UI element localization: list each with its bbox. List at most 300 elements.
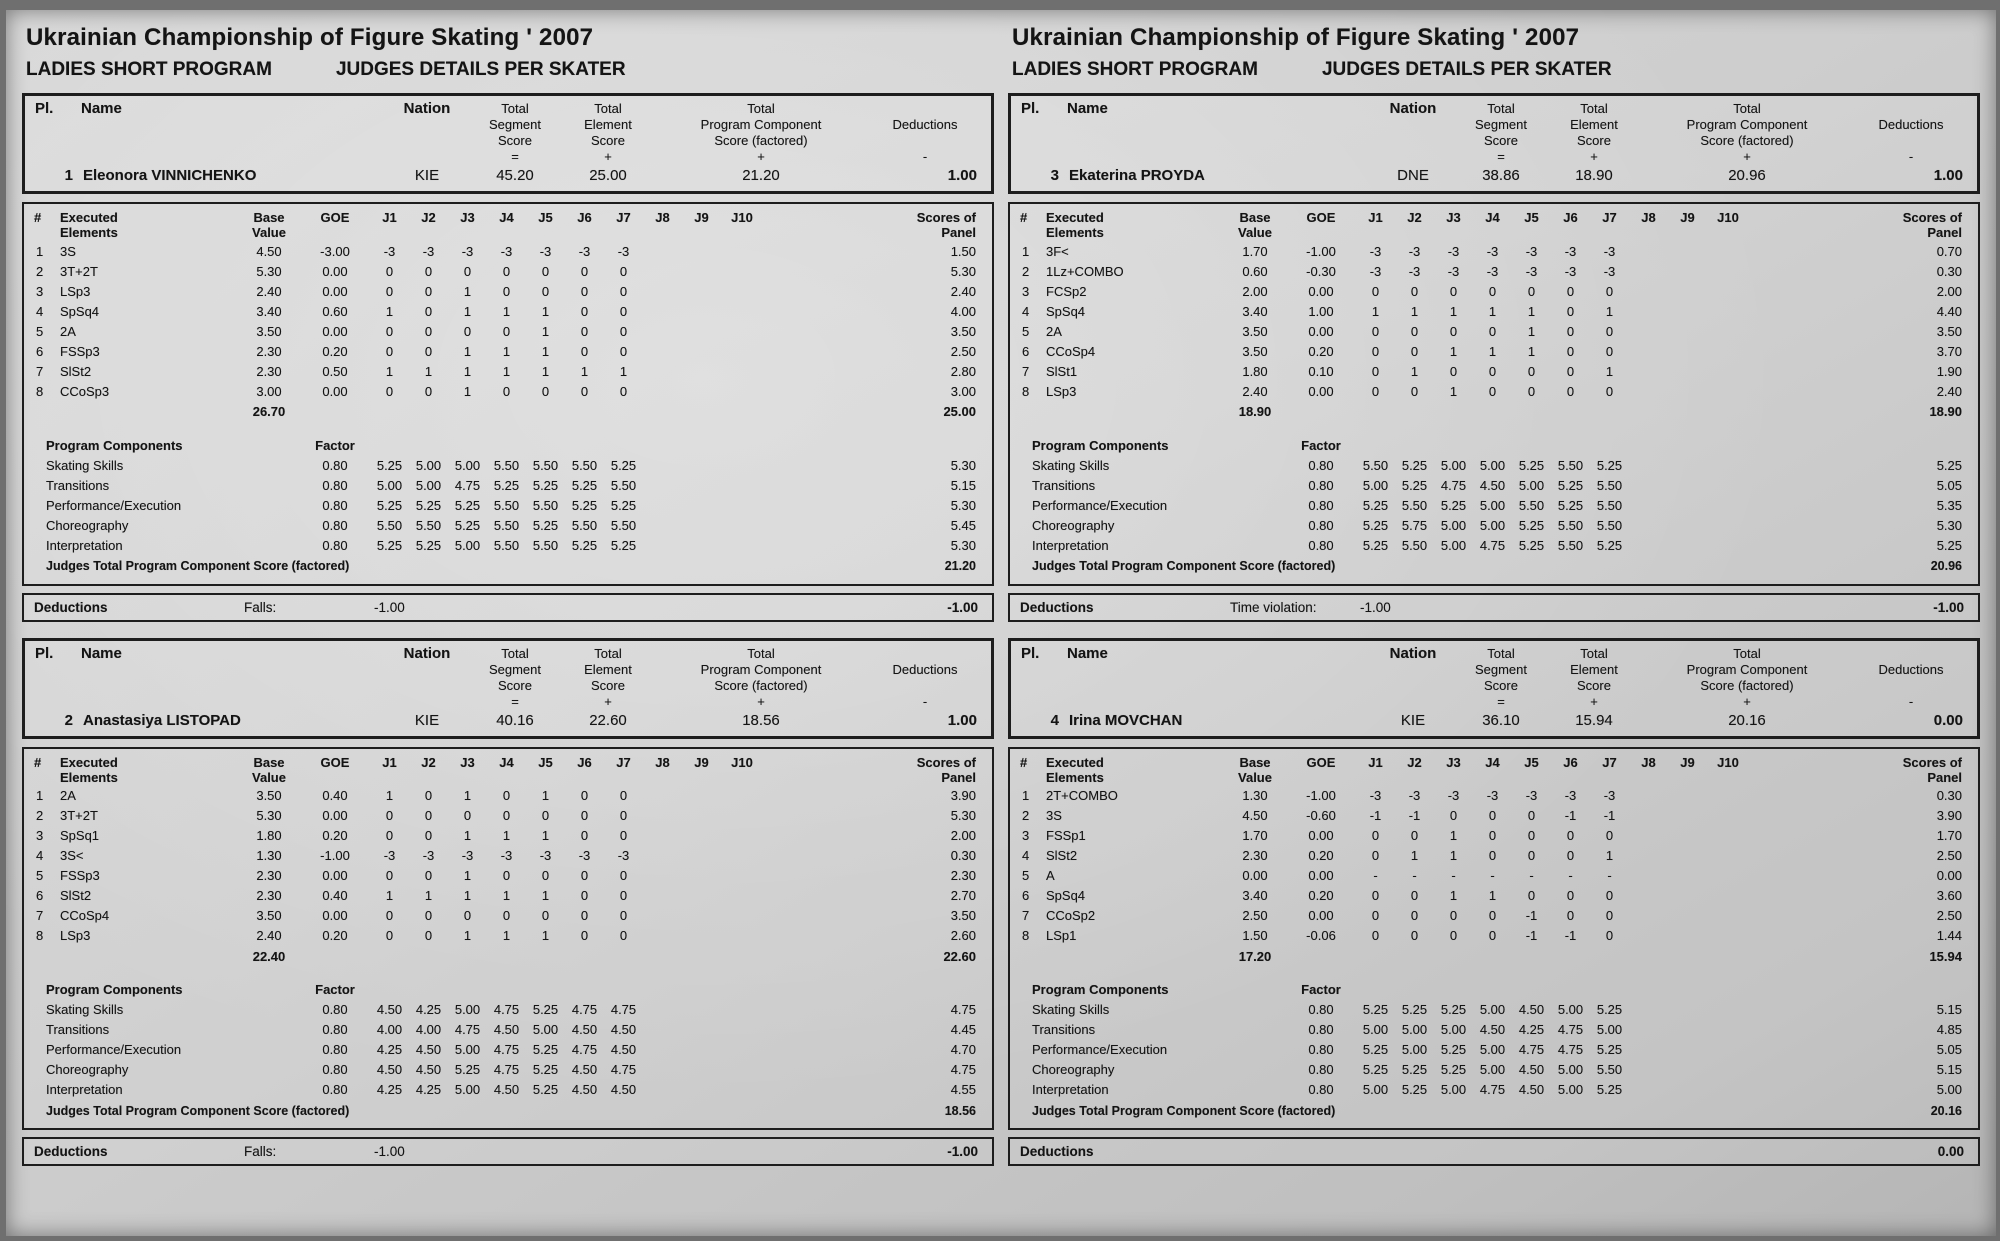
judge-score-j10 xyxy=(1707,281,1749,301)
component-row xyxy=(1020,475,1968,495)
judge-score-j6: 4.75 xyxy=(1557,1022,1584,1037)
total-component-score: 21.20 xyxy=(742,167,780,184)
judge-score-j9 xyxy=(682,321,721,341)
header-left xyxy=(22,24,994,81)
judge-score-j9 xyxy=(1668,321,1707,341)
component-factor: 0.80 xyxy=(322,457,348,473)
element-goe: 0.20 xyxy=(1308,343,1334,359)
judge-score-j5: 5.25 xyxy=(532,1042,559,1057)
judge-score-j1: 0 xyxy=(1371,908,1380,923)
col-header-deductions: Deductions - xyxy=(892,117,958,164)
component-row xyxy=(1020,1020,1968,1040)
judge-score-j2: 0 xyxy=(424,868,433,883)
elements-header-row xyxy=(34,209,982,241)
score-summary-box xyxy=(22,93,994,194)
element-base-value: 2.30 xyxy=(256,363,282,379)
element-base-value: 1.30 xyxy=(1242,788,1268,803)
element-goe: 0.00 xyxy=(322,908,348,923)
total-component-score: 20.16 xyxy=(1728,711,1766,729)
judge-score-j9 xyxy=(682,515,721,535)
element-number: 3 xyxy=(36,283,44,299)
deductions-value: 0.00 xyxy=(1933,711,1963,729)
judge-score-j1: 0 xyxy=(1371,848,1380,863)
elements-table xyxy=(34,754,982,1121)
judge-score-j7: 4.50 xyxy=(610,1042,637,1057)
element-panel-score: 2.40 xyxy=(950,283,976,299)
col-header-place: Pl. xyxy=(35,644,54,662)
judge-score-j6: 5.50 xyxy=(1557,457,1584,473)
judge-score-j4: 0 xyxy=(1488,323,1497,339)
component-row xyxy=(34,1080,982,1100)
element-goe: 0.00 xyxy=(1308,868,1334,883)
judge-score-j7: 5.50 xyxy=(1596,477,1623,493)
element-name: 2A xyxy=(1046,323,1062,339)
judge-score-j9 xyxy=(682,455,721,475)
element-number: 6 xyxy=(36,343,44,359)
judge-score-j4: -3 xyxy=(500,848,513,863)
judge-score-j8 xyxy=(1629,1000,1668,1020)
judge-score-j2: 0 xyxy=(1410,828,1419,843)
judge-score-j8 xyxy=(1629,1060,1668,1080)
judge-score-j2: 0 xyxy=(1410,283,1419,299)
total-segment-score: 36.10 xyxy=(1482,711,1520,729)
judge-score-j7: 5.00 xyxy=(1596,1022,1623,1037)
judge-score-j10 xyxy=(1707,241,1749,261)
judge-score-j7: 0 xyxy=(1605,908,1614,923)
component-factor: 0.80 xyxy=(322,1022,348,1037)
judge-score-j10 xyxy=(1707,1040,1749,1060)
judge-score-j7: 5.50 xyxy=(610,517,637,533)
judge-score-j2: 5.25 xyxy=(415,537,442,553)
judge-score-j8 xyxy=(643,1000,682,1020)
judge-score-j9 xyxy=(1668,241,1707,261)
judge-score-j6: 4.50 xyxy=(571,1062,598,1077)
components-header-row xyxy=(34,436,982,456)
col-header-deductions: Deductions - xyxy=(1878,117,1944,164)
element-base-value: 5.30 xyxy=(256,263,282,279)
element-row xyxy=(34,806,982,826)
judge-score-j10 xyxy=(721,281,763,301)
element-panel-score: 5.30 xyxy=(950,263,976,279)
judge-score-j4: 0 xyxy=(1488,363,1497,379)
judge-score-j9 xyxy=(682,826,721,846)
element-name: CCoSp4 xyxy=(1046,343,1096,359)
judge-score-j7: -3 xyxy=(1603,243,1616,259)
col-header-base-value: Base Value xyxy=(1238,754,1272,785)
component-panel-score: 5.15 xyxy=(1936,1062,1962,1077)
component-row xyxy=(1020,1000,1968,1020)
element-row xyxy=(1020,381,1968,401)
judge-score-j6: 4.50 xyxy=(571,1082,598,1097)
judge-score-j1: 4.25 xyxy=(376,1042,403,1057)
element-base-value: 3.50 xyxy=(256,908,282,923)
judge-score-j7: 0 xyxy=(1605,323,1614,339)
judge-score-j3: 5.00 xyxy=(454,1042,481,1057)
element-panel-score: 0.30 xyxy=(1936,263,1962,279)
element-goe: 0.00 xyxy=(322,263,348,279)
judge-score-j3: -3 xyxy=(461,243,474,259)
col-header-j6: J6 xyxy=(1563,210,1578,225)
element-goe: -3.00 xyxy=(320,243,350,259)
element-goe: 0.00 xyxy=(1308,828,1334,843)
judge-score-j10 xyxy=(1707,786,1749,806)
component-factor: 0.80 xyxy=(322,1002,348,1017)
element-base-value: 2.30 xyxy=(1242,848,1268,863)
component-panel-score: 5.25 xyxy=(1936,537,1962,553)
judge-score-j6: 0 xyxy=(580,928,589,943)
judge-score-j9 xyxy=(1668,846,1707,866)
judge-score-j7: 0 xyxy=(619,888,628,903)
judge-score-j2: 1 xyxy=(424,888,433,903)
judge-score-j3: 5.25 xyxy=(1440,1002,1467,1017)
judge-score-j9 xyxy=(1668,866,1707,886)
element-base-value: 2.30 xyxy=(256,888,282,903)
deduction-detail-label: Time violation: xyxy=(1230,599,1317,615)
judge-score-j10 xyxy=(721,786,763,806)
score-summary-box xyxy=(22,638,994,739)
judge-score-j2: 4.50 xyxy=(415,1062,442,1077)
component-panel-score: 4.70 xyxy=(950,1042,976,1057)
judge-score-j4: 5.00 xyxy=(1479,457,1506,473)
element-name: SlSt2 xyxy=(60,363,92,379)
judge-score-j4: 5.50 xyxy=(493,537,520,553)
element-row xyxy=(1020,846,1968,866)
skater-place: 2 xyxy=(64,711,73,729)
col-header-goe: GOE xyxy=(320,754,350,770)
col-header-j5: J5 xyxy=(538,754,553,770)
judge-score-j8 xyxy=(643,321,682,341)
element-name: 3S xyxy=(60,243,76,259)
judge-score-j10 xyxy=(721,826,763,846)
component-name: Choreography xyxy=(46,517,129,533)
col-header-goe: GOE xyxy=(320,210,350,225)
judge-score-j6: 0 xyxy=(580,868,589,883)
judge-score-j1: 4.50 xyxy=(376,1062,403,1077)
element-base-value: 2.00 xyxy=(1242,283,1268,299)
deductions-value: 1.00 xyxy=(947,711,977,729)
judge-score-j8 xyxy=(1629,826,1668,846)
element-row xyxy=(34,261,982,281)
element-row xyxy=(34,866,982,886)
judge-score-j6: 5.50 xyxy=(571,457,598,473)
judge-score-j4: 0 xyxy=(502,263,511,279)
element-row xyxy=(34,886,982,906)
judge-score-j6: 0 xyxy=(580,828,589,843)
component-factor: 0.80 xyxy=(322,517,348,533)
judge-score-j3: 5.00 xyxy=(454,1082,481,1097)
judge-score-j5: 5.25 xyxy=(532,1002,559,1017)
element-goe: 0.00 xyxy=(322,323,348,339)
judge-score-j3: 1 xyxy=(463,303,472,319)
component-factor: 0.80 xyxy=(1308,517,1334,533)
element-goe: 0.00 xyxy=(322,868,348,883)
page-header xyxy=(22,24,1980,81)
col-header-j7: J7 xyxy=(1602,754,1617,770)
element-name: 2A xyxy=(60,788,76,803)
component-panel-score: 5.00 xyxy=(1936,1082,1962,1097)
component-row xyxy=(1020,535,1968,555)
components-header-row xyxy=(1020,436,1968,456)
judge-score-j10 xyxy=(721,1020,763,1040)
element-panel-score: 3.90 xyxy=(950,788,976,803)
judge-score-j6: 4.75 xyxy=(1557,1042,1584,1057)
col-header-place: Pl. xyxy=(1021,100,1040,117)
judge-score-j7: 1 xyxy=(1605,363,1614,379)
judge-score-j4: 1 xyxy=(1488,343,1497,359)
judge-score-j7: -3 xyxy=(617,848,630,863)
element-name: SpSq4 xyxy=(1046,303,1086,319)
judge-score-j3: 5.00 xyxy=(1440,537,1467,553)
judge-score-j2: 5.50 xyxy=(1401,537,1428,553)
factor-label: Factor xyxy=(1301,982,1341,997)
judge-score-j7: 1 xyxy=(1605,848,1614,863)
component-name: Choreography xyxy=(1032,517,1115,533)
element-row xyxy=(1020,261,1968,281)
col-header-goe: GOE xyxy=(1306,210,1336,225)
judge-score-j7: 0 xyxy=(619,808,628,823)
judge-score-j10 xyxy=(721,475,763,495)
element-panel-score: 2.70 xyxy=(950,888,976,903)
element-row xyxy=(1020,886,1968,906)
element-base-value: 2.30 xyxy=(256,868,282,883)
element-name: LSp3 xyxy=(60,928,91,943)
judge-score-j9 xyxy=(1668,926,1707,946)
judge-score-j7: 5.25 xyxy=(1596,1082,1623,1097)
judge-score-j6: 0 xyxy=(1566,363,1575,379)
judge-score-j1: 5.00 xyxy=(1362,477,1389,493)
col-header-j7: J7 xyxy=(616,754,631,770)
element-row xyxy=(34,906,982,926)
judge-score-j9 xyxy=(1668,1040,1707,1060)
judge-score-j2: 5.00 xyxy=(1401,1022,1428,1037)
element-number: 2 xyxy=(1022,808,1030,823)
component-name: Interpretation xyxy=(1032,1082,1109,1097)
judge-score-j7: 0 xyxy=(619,788,628,803)
judge-score-j6: -1 xyxy=(1564,808,1577,823)
skater-nation: DNE xyxy=(1397,167,1429,184)
element-name: LSp1 xyxy=(1046,928,1077,943)
judge-score-j5: 1 xyxy=(541,303,550,319)
col-header-total-segment-score: Total Segment Score = xyxy=(488,645,542,709)
judge-score-j1: 5.25 xyxy=(1362,517,1389,533)
judge-score-j8 xyxy=(1629,381,1668,401)
element-number: 2 xyxy=(36,263,44,279)
element-panel-score: 4.40 xyxy=(1936,303,1962,319)
deductions-label: Deductions xyxy=(1020,1144,1094,1159)
judge-score-j3: 1 xyxy=(463,888,472,903)
judge-score-j7: 0 xyxy=(1605,383,1614,399)
judge-score-j4: 5.00 xyxy=(1479,1002,1506,1017)
judge-score-j3: 5.00 xyxy=(1440,457,1467,473)
element-row xyxy=(1020,826,1968,846)
report-title: JUDGES DETAILS PER SKATER xyxy=(335,59,626,80)
judge-score-j6: 0 xyxy=(580,303,589,319)
judge-score-j8 xyxy=(1629,241,1668,261)
judge-score-j1: 0 xyxy=(1371,888,1380,903)
judge-score-j2: 0 xyxy=(424,263,433,279)
element-number: 4 xyxy=(36,848,44,863)
judge-score-j9 xyxy=(682,866,721,886)
element-goe: 0.00 xyxy=(322,808,348,823)
components-total-score: 20.16 xyxy=(1930,1103,1962,1118)
judge-score-j7: 0 xyxy=(1605,283,1614,299)
element-number: 1 xyxy=(1022,243,1030,259)
judge-score-j9 xyxy=(1668,361,1707,381)
col-header-total-component-score: Total Program Component Score (factored) + xyxy=(1686,101,1808,164)
judge-score-j3: 4.75 xyxy=(454,1022,481,1037)
element-goe: -1.00 xyxy=(1306,243,1336,259)
judge-score-j1: 5.00 xyxy=(1362,1082,1389,1097)
judge-score-j10 xyxy=(1707,1060,1749,1080)
component-row xyxy=(34,1020,982,1040)
element-base-value: 2.40 xyxy=(256,283,282,299)
col-header-j2: J2 xyxy=(1407,210,1422,225)
element-number: 3 xyxy=(1022,828,1030,843)
component-row xyxy=(1020,1040,1968,1060)
judge-score-j2: 0 xyxy=(424,283,433,299)
col-header-j3: J3 xyxy=(1446,210,1461,225)
judge-score-j9 xyxy=(682,926,721,946)
judge-score-j5: -3 xyxy=(1525,243,1538,259)
judge-score-j1: 5.25 xyxy=(1362,497,1389,513)
judge-score-j9 xyxy=(682,846,721,866)
judge-score-j10 xyxy=(721,515,763,535)
judge-score-j7: 4.75 xyxy=(610,1062,637,1077)
judge-score-j4: 0 xyxy=(502,808,511,823)
judge-score-j3: 5.00 xyxy=(1440,517,1467,533)
judge-score-j9 xyxy=(682,341,721,361)
judge-score-j9 xyxy=(682,495,721,515)
element-base-value: 1.70 xyxy=(1242,243,1268,259)
element-name: 1Lz+COMBO xyxy=(1046,263,1124,279)
element-base-value: 3.50 xyxy=(1242,323,1268,339)
summary-values-row xyxy=(35,712,981,729)
judge-score-j9 xyxy=(682,1060,721,1080)
judge-score-j7: 4.50 xyxy=(610,1082,637,1097)
judge-score-j9 xyxy=(1668,261,1707,281)
element-name: 3S xyxy=(1046,808,1062,823)
total-component-score: 18.56 xyxy=(742,711,780,729)
judge-score-j5: 1 xyxy=(1527,323,1536,339)
total-element-score: 25.00 xyxy=(589,167,627,184)
component-factor: 0.80 xyxy=(1308,1082,1334,1097)
component-name: Transitions xyxy=(1032,1022,1096,1037)
component-factor: 0.80 xyxy=(1308,1022,1334,1037)
col-header-name: Name xyxy=(81,644,122,662)
component-panel-score: 4.75 xyxy=(950,1062,976,1077)
judge-score-j4: 4.50 xyxy=(1479,477,1506,493)
deduction-total: -1.00 xyxy=(947,1144,978,1159)
element-number: 8 xyxy=(36,928,44,943)
component-row xyxy=(34,1060,982,1080)
element-name: FSSp3 xyxy=(60,868,100,883)
judge-score-j1: 1 xyxy=(385,303,394,319)
judge-score-j1: 5.25 xyxy=(1362,537,1389,553)
judge-score-j4: 1 xyxy=(1488,303,1497,319)
element-row xyxy=(34,341,982,361)
scanned-page xyxy=(6,10,1996,1236)
judge-score-j7: -3 xyxy=(1603,263,1616,279)
judge-score-j3: 1 xyxy=(463,788,472,803)
score-summary-box xyxy=(1008,93,1980,194)
judge-score-j8 xyxy=(643,495,682,515)
base-value-total: 17.20 xyxy=(1238,948,1272,964)
judge-score-j6: 0 xyxy=(1566,383,1575,399)
total-element-score: 18.90 xyxy=(1575,167,1613,184)
element-panel-score: 0.00 xyxy=(1936,868,1962,883)
judge-score-j8 xyxy=(1629,1020,1668,1040)
judge-score-j10 xyxy=(721,1040,763,1060)
component-row xyxy=(34,535,982,555)
element-number: 1 xyxy=(36,243,44,259)
judge-score-j4: 0 xyxy=(1488,283,1497,299)
judge-score-j2: -3 xyxy=(1408,788,1421,803)
judge-score-j1: 5.25 xyxy=(376,497,403,513)
judge-score-j8 xyxy=(1629,886,1668,906)
judges-details-box xyxy=(1008,202,1980,586)
summary-values-row xyxy=(35,167,981,184)
judge-score-j2: 0 xyxy=(1410,383,1419,399)
judge-score-j5: 0 xyxy=(541,868,550,883)
component-factor: 0.80 xyxy=(322,537,348,553)
judge-score-j5: 0 xyxy=(1527,363,1536,379)
col-header-scores-of-panel: Scores of Panel xyxy=(916,210,976,240)
element-goe: 0.20 xyxy=(322,828,348,843)
judge-score-j1: 5.25 xyxy=(376,537,403,553)
element-goe: -1.00 xyxy=(320,848,350,863)
judge-score-j7: 0 xyxy=(619,828,628,843)
component-panel-score: 5.45 xyxy=(950,517,976,533)
judge-score-j6: 5.50 xyxy=(1557,537,1584,553)
judge-score-j4: 5.00 xyxy=(1479,517,1506,533)
element-row xyxy=(1020,341,1968,361)
element-number: 5 xyxy=(36,323,44,339)
judge-score-j1: - xyxy=(1373,868,1378,883)
judge-score-j4: 0 xyxy=(502,788,511,803)
judge-score-j10 xyxy=(1707,906,1749,926)
program-title: LADIES SHORT PROGRAM xyxy=(1012,59,1258,80)
judge-score-j9 xyxy=(682,1020,721,1040)
deductions-value: 1.00 xyxy=(1933,167,1963,184)
judge-score-j5: 1 xyxy=(1527,343,1536,359)
col-header-total-segment-score: Total Segment Score = xyxy=(1474,645,1528,709)
judge-score-j1: 0 xyxy=(385,283,394,299)
judge-score-j6: 1 xyxy=(580,363,589,379)
judge-score-j10 xyxy=(1707,341,1749,361)
judge-score-j8 xyxy=(1629,261,1668,281)
judge-score-j4: 4.75 xyxy=(493,1042,520,1057)
judge-score-j3: 5.25 xyxy=(1440,1062,1467,1077)
judge-score-j8 xyxy=(1629,475,1668,495)
component-factor: 0.80 xyxy=(322,1082,348,1097)
col-header-j1: J1 xyxy=(382,754,397,770)
judge-score-j3: 0 xyxy=(1449,808,1458,823)
judge-score-j7: 0 xyxy=(1605,343,1614,359)
program-title: LADIES SHORT PROGRAM xyxy=(26,59,272,80)
judge-score-j8 xyxy=(1629,515,1668,535)
element-number: 6 xyxy=(1022,343,1030,359)
judge-score-j10 xyxy=(1707,495,1749,515)
judge-score-j1: 0 xyxy=(385,828,394,843)
judge-score-j9 xyxy=(682,1080,721,1100)
element-panel-score: 3.90 xyxy=(1936,808,1962,823)
judge-score-j5: 5.25 xyxy=(1518,457,1545,473)
program-components-label: Program Components xyxy=(1032,982,1169,997)
judge-score-j10 xyxy=(721,495,763,515)
elements-total-row xyxy=(1020,401,1968,422)
deductions-box xyxy=(1008,593,1980,622)
judge-score-j4: 1 xyxy=(502,928,511,943)
